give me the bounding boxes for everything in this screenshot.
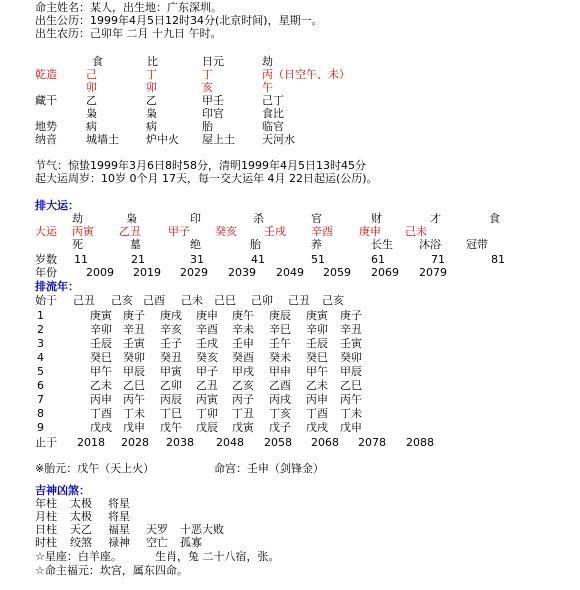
liunian-cell: 壬辰 — [306, 337, 328, 350]
liunian-cell: 戊戌 — [306, 421, 328, 434]
liunian-cell: 甲寅 — [160, 365, 182, 378]
row-number: 8 — [37, 407, 44, 420]
dayun-shishen: 枭 — [126, 212, 137, 225]
liunian-cell: 癸巳 — [306, 351, 328, 364]
liunian-end: 2028 — [121, 436, 149, 449]
liunian-cell: 癸亥 — [196, 351, 218, 364]
dishi-hour: 临官 — [262, 120, 284, 133]
dayun-year: 2069 — [371, 266, 399, 279]
liunian-cell: 庚申 — [196, 309, 218, 322]
label-nayin: 纳音 — [35, 133, 57, 146]
dayun-changsheng: 死 — [72, 238, 83, 251]
liunian-cell: 辛卯 — [90, 323, 112, 336]
liunian-cell: 癸丑 — [160, 351, 182, 364]
liunian-start: 己酉 — [143, 294, 165, 307]
tiangan-hour: 丙（日空午、未） — [262, 68, 350, 81]
liunian-cell: 戊戌 — [90, 421, 112, 434]
liunian-cell: 庚午 — [232, 309, 254, 322]
liunian-cell: 甲戌 — [232, 365, 254, 378]
shensha-row-label: 时柱 — [35, 536, 57, 549]
row-number: 9 — [37, 421, 44, 434]
liunian-cell: 乙未 — [90, 379, 112, 392]
liunian-end: 2088 — [406, 436, 434, 449]
liunian-cell: 戊申 — [340, 421, 362, 434]
dayun-age: 21 — [131, 253, 145, 266]
liunian-start: 己亥 — [322, 294, 344, 307]
tiangan-day: 丁 — [202, 68, 213, 81]
liunian-cell: 甲辰 — [123, 365, 145, 378]
liunian-cell: 戊申 — [123, 421, 145, 434]
header-line-lunar: 出生农历：己卯年 二月 十九日 午时。 — [35, 27, 222, 40]
dayun-ganzhi: 乙丑 — [119, 225, 141, 238]
nayin-month: 炉中火 — [146, 133, 179, 146]
dayun-age: 61 — [371, 253, 385, 266]
shensha-item: 将星 — [108, 510, 130, 523]
liunian-cell: 丁酉 — [306, 407, 328, 420]
liunian-end: 2038 — [166, 436, 194, 449]
canggan1-hour: 己丁 — [262, 94, 284, 107]
year-label: 年份 — [35, 266, 57, 279]
dayun-ganzhi: 癸亥 — [215, 225, 237, 238]
liunian-cell: 丁未 — [123, 407, 145, 420]
dayun-year: 2059 — [323, 266, 351, 279]
dizhi-year: 卯 — [86, 81, 97, 94]
shengxiao-xiu: 生肖，兔 二十八宿，张。 — [155, 550, 280, 563]
liunian-cell: 乙巳 — [123, 379, 145, 392]
header-line-solar: 出生公历：1999年4月5日12时34分(北京时间)，星期一。 — [35, 14, 323, 27]
liunian-cell: 庚子 — [340, 309, 362, 322]
dayun-ganzhi: 丙寅 — [72, 225, 94, 238]
liunian-start: 己亥 — [111, 294, 133, 307]
canggan2-day: 印官 — [202, 107, 224, 120]
taiyuan: ※胎元：戊午（天上火） — [35, 462, 155, 475]
liunian-cell: 壬戌 — [196, 337, 218, 350]
liunian-cell: 丙午 — [340, 393, 362, 406]
end-label: 止于 — [35, 436, 57, 449]
liunian-end: 2078 — [358, 436, 386, 449]
tiangan-month: 丁 — [146, 68, 157, 81]
liunian-cell: 乙未 — [306, 379, 328, 392]
dayun-age: 41 — [251, 253, 265, 266]
liunian-cell: 壬辰 — [90, 337, 112, 350]
liunian-cell: 乙卯 — [160, 379, 182, 392]
row-number: 4 — [37, 351, 44, 364]
liunian-cell: 辛卯 — [306, 323, 328, 336]
liunian-title: 排流年： — [35, 280, 79, 293]
dayun-shishen: 印 — [190, 212, 201, 225]
shensha-item: 太极 — [70, 497, 92, 510]
dayun-shishen: 财 — [371, 212, 382, 225]
qiyun-line: 起大运周岁：10岁 0个月 17天，每一交大运年 4月 22日起运(公历)。 — [35, 172, 378, 185]
shensha-item: 太极 — [70, 510, 92, 523]
liunian-cell: 丙申 — [90, 393, 112, 406]
liunian-cell: 甲午 — [90, 365, 112, 378]
dayun-age: 71 — [431, 253, 445, 266]
label-canggan: 藏干 — [35, 94, 57, 107]
liunian-cell: 壬午 — [269, 337, 291, 350]
liunian-cell: 壬子 — [160, 337, 182, 350]
liunian-cell: 丙午 — [123, 393, 145, 406]
dayun-changsheng: 冠带 — [466, 238, 488, 251]
shensha-item: 天乙 — [70, 523, 92, 536]
dishi-month: 病 — [146, 120, 157, 133]
dayun-changsheng: 胎 — [250, 238, 261, 251]
shishen-month: 比 — [147, 55, 158, 68]
dayun-ganzhi: 庚申 — [359, 225, 381, 238]
dayun-ganzhi: 甲子 — [168, 225, 190, 238]
liunian-cell: 癸未 — [269, 351, 291, 364]
age-label: 岁数 — [35, 253, 57, 266]
dayun-changsheng: 墓 — [130, 238, 141, 251]
shensha-item: 禄神 — [108, 536, 130, 549]
liunian-cell: 庚辰 — [269, 309, 291, 322]
row-number: 7 — [37, 393, 44, 406]
dizhi-hour: 午 — [262, 81, 273, 94]
liunian-cell: 甲辰 — [340, 365, 362, 378]
row-number: 6 — [37, 379, 44, 392]
liunian-cell: 辛丑 — [340, 323, 362, 336]
canggan1-year: 乙 — [86, 94, 97, 107]
liunian-cell: 戊寅 — [232, 421, 254, 434]
shensha-item: 十恶大败 — [180, 523, 224, 536]
liunian-cell: 辛酉 — [196, 323, 218, 336]
shensha-item: 绞煞 — [70, 536, 92, 549]
liunian-end: 2048 — [216, 436, 244, 449]
liunian-cell: 丁卯 — [196, 407, 218, 420]
liunian-cell: 丙寅 — [196, 393, 218, 406]
shishen-day: 日元 — [202, 55, 224, 68]
liunian-cell: 乙亥 — [232, 379, 254, 392]
shensha-row-label: 月柱 — [35, 510, 57, 523]
dayun-age: 31 — [190, 253, 204, 266]
dayun-shishen: 才 — [430, 212, 441, 225]
liunian-start: 己丑 — [288, 294, 310, 307]
dayun-ganzhi: 壬戌 — [264, 225, 286, 238]
dayun-age: 81 — [491, 253, 505, 266]
liunian-cell: 辛丑 — [123, 323, 145, 336]
dayun-ganzhi: 己未 — [405, 225, 427, 238]
liunian-end: 2058 — [264, 436, 292, 449]
dayun-year: 2049 — [276, 266, 304, 279]
canggan2-month: 枭 — [146, 107, 157, 120]
label-qianzao: 乾造 — [35, 68, 57, 81]
dayun-changsheng: 养 — [311, 238, 322, 251]
dayun-year: 2009 — [86, 266, 114, 279]
dayun-ganzhi: 辛酉 — [311, 225, 333, 238]
nayin-day: 屋上土 — [202, 133, 235, 146]
liunian-cell: 乙巳 — [340, 379, 362, 392]
liunian-cell: 丙辰 — [160, 393, 182, 406]
liunian-cell: 庚寅 — [90, 309, 112, 322]
shishen-year: 食 — [92, 55, 103, 68]
shishen-hour: 劫 — [262, 55, 273, 68]
shensha-item: 空亡 — [146, 536, 168, 549]
row-number: 3 — [37, 337, 44, 350]
liunian-cell: 乙丑 — [196, 379, 218, 392]
liunian-start: 己巳 — [214, 294, 236, 307]
liunian-cell: 甲子 — [196, 365, 218, 378]
liunian-cell: 辛巳 — [269, 323, 291, 336]
jieqi-line: 节气：惊蛰1999年3月6日8时58分，清明1999年4月5日13时45分 — [35, 159, 366, 172]
liunian-cell: 丁未 — [340, 407, 362, 420]
liunian-cell: 癸卯 — [123, 351, 145, 364]
dayun-label: 大运 — [35, 225, 57, 238]
dayun-year: 2019 — [133, 266, 161, 279]
dayun-changsheng: 长生 — [371, 238, 393, 251]
dayun-changsheng: 绝 — [190, 238, 201, 251]
label-dishi: 地势 — [35, 120, 57, 133]
liunian-cell: 戊辰 — [196, 421, 218, 434]
shensha-row-label: 年柱 — [35, 497, 57, 510]
liunian-cell: 癸巳 — [90, 351, 112, 364]
liunian-cell: 癸卯 — [340, 351, 362, 364]
liunian-cell: 丙申 — [306, 393, 328, 406]
dishi-day: 胎 — [202, 120, 213, 133]
liunian-cell: 丙戌 — [269, 393, 291, 406]
nayin-hour: 天河水 — [262, 133, 295, 146]
dayun-year: 2029 — [180, 266, 208, 279]
dizhi-day: 亥 — [202, 81, 213, 94]
row-number: 2 — [37, 323, 44, 336]
dishi-year: 病 — [86, 120, 97, 133]
dayun-age: 11 — [74, 253, 88, 266]
liunian-cell: 甲申 — [269, 365, 291, 378]
dayun-age: 51 — [311, 253, 325, 266]
dayun-shishen: 劫 — [72, 212, 83, 225]
liunian-cell: 丁丑 — [232, 407, 254, 420]
liunian-cell: 乙酉 — [269, 379, 291, 392]
liunian-cell: 辛未 — [232, 323, 254, 336]
liunian-cell: 壬寅 — [340, 337, 362, 350]
shensha-item: 福星 — [108, 523, 130, 536]
liunian-start: 己未 — [181, 294, 203, 307]
dayun-shishen: 官 — [311, 212, 322, 225]
dayun-changsheng: 沐浴 — [419, 238, 441, 251]
canggan2-hour: 食比 — [262, 107, 284, 120]
tiangan-year: 己 — [86, 68, 97, 81]
liunian-end: 2018 — [77, 436, 105, 449]
liunian-cell: 壬寅 — [123, 337, 145, 350]
shensha-item: 天罗 — [146, 523, 168, 536]
liunian-cell: 丁亥 — [269, 407, 291, 420]
row-number: 5 — [37, 365, 44, 378]
dayun-title: 排大运： — [35, 199, 79, 212]
liunian-cell: 丙子 — [232, 393, 254, 406]
dayun-shishen: 食 — [489, 212, 500, 225]
nayin-year: 城墙土 — [86, 133, 119, 146]
xingzuo: ☆星座：白羊座。 — [35, 550, 122, 563]
shensha-item: 将星 — [108, 497, 130, 510]
header-line-name: 命主姓名：某人，出生地：广东深圳。 — [35, 1, 222, 14]
liunian-start: 己丑 — [73, 294, 95, 307]
liunian-end: 2068 — [311, 436, 339, 449]
liunian-cell: 庚戌 — [160, 309, 182, 322]
liunian-cell: 庚子 — [123, 309, 145, 322]
liunian-cell: 戊午 — [160, 421, 182, 434]
dayun-year: 2079 — [419, 266, 447, 279]
dayun-year: 2039 — [228, 266, 256, 279]
liunian-start: 己卯 — [251, 294, 273, 307]
shensha-row-label: 日柱 — [35, 523, 57, 536]
minggua: ☆命主福元：坎宫，属东四命。 — [35, 564, 188, 577]
liunian-cell: 戊子 — [269, 421, 291, 434]
minggong: 命宫：壬申（剑锋金） — [214, 462, 324, 475]
canggan1-month: 乙 — [146, 94, 157, 107]
shensha-item: 孤寡 — [180, 536, 202, 549]
liunian-cell: 甲午 — [306, 365, 328, 378]
dayun-shishen: 杀 — [253, 212, 264, 225]
canggan1-day: 甲壬 — [202, 94, 224, 107]
dizhi-month: 卯 — [146, 81, 157, 94]
liunian-cell: 辛亥 — [160, 323, 182, 336]
canggan2-year: 枭 — [86, 107, 97, 120]
row-number: 1 — [37, 309, 44, 322]
liunian-cell: 癸酉 — [232, 351, 254, 364]
liunian-cell: 丁巳 — [160, 407, 182, 420]
liunian-cell: 壬申 — [232, 337, 254, 350]
shensha-title: 吉神凶煞： — [35, 484, 90, 497]
liunian-cell: 庚寅 — [306, 309, 328, 322]
start-label: 始于 — [35, 294, 57, 307]
liunian-cell: 丁酉 — [90, 407, 112, 420]
